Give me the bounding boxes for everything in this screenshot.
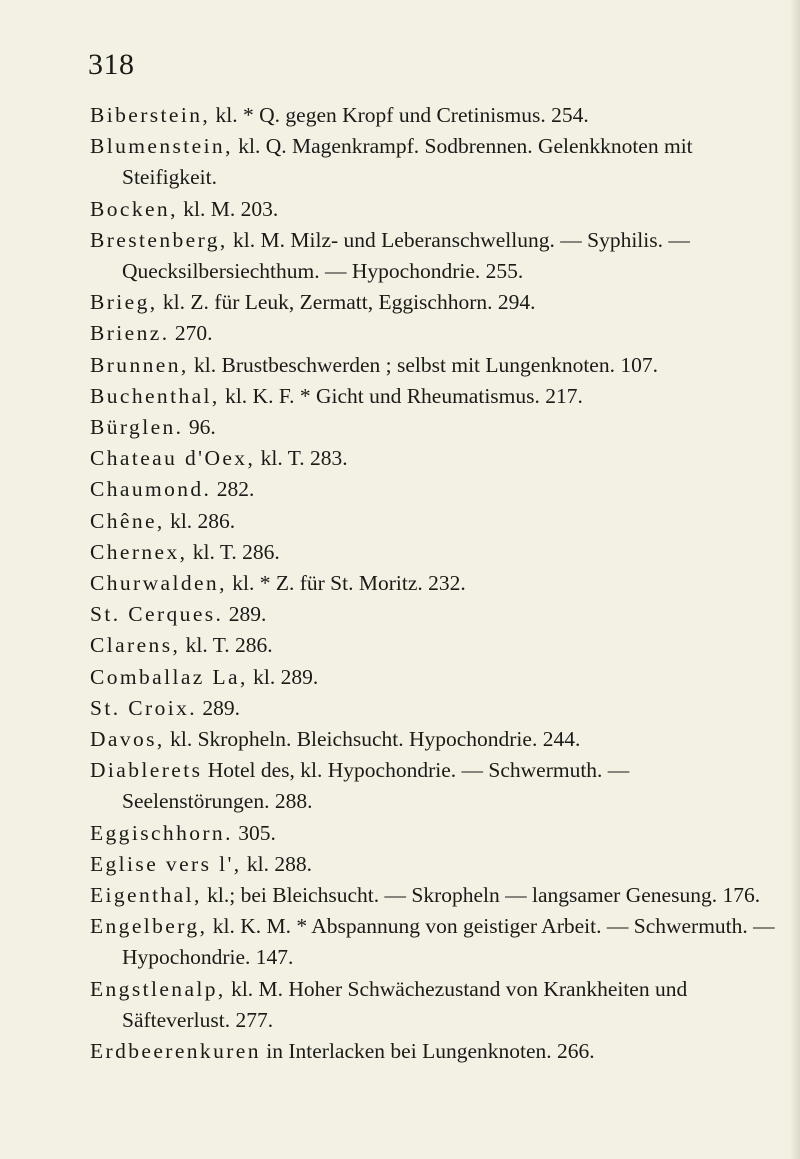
entry-headword: Chateau d'Oex, [90,446,256,471]
entry-headword: Biberstein, [90,103,211,127]
index-entry [90,287,780,318]
entry-headword: Brieg, [90,290,158,315]
entry-headword: Eigenthal, [90,883,202,908]
entry-text: 282. [211,477,255,502]
entry-headword: Bocken, [90,196,178,221]
entry-text: kl. Z. für Leuk, Zermatt, Eggischhorn. 294. [157,290,536,315]
entry-headword: Clarens, [90,633,181,658]
entry-headword: Eggischhorn. [90,820,233,845]
entry-headword: Engstlenalp, [90,976,226,1001]
index-entry [90,974,780,1036]
index-entry [90,818,780,849]
entry-text: kl. K. M. * Abspannung von geistiger Arbeit. — Schwermuth. — Hypochondrie. 147. [122,914,775,970]
entry-text: 289. [223,602,267,627]
entry-text: kl. T. 286. [187,539,280,564]
entry-headword: Chernex, [90,539,188,564]
index-entry [90,849,780,880]
page-edge-shadow [790,0,800,1159]
index-entry [90,911,780,973]
entry-text: kl. * Z. für St. Moritz. 232. [226,571,466,596]
index-entry-list [90,100,780,1067]
entry-text: in Interlacken bei Lungenknoten. 266. [260,1039,595,1064]
index-entry [90,381,780,412]
entry-text: kl.; bei Bleichsucht. — Skropheln — langsamer Genesung. 176. [201,883,761,908]
entry-text: kl. M. 203. [177,196,279,221]
entry-headword: Engelberg, [90,914,208,939]
entry-text: kl. M. Hoher Schwächezustand von Krankheiten und Säfteverlust. 277. [122,976,688,1032]
entry-headword: Brienz. [90,321,170,346]
index-entry [90,225,780,287]
entry-headword: Bürglen. [90,415,184,440]
entry-text: 289. [197,695,241,720]
entry-text: kl. * Q. gegen Kropf und Cretinismus. 254. [210,103,589,127]
entry-headword: Buchenthal, [90,383,220,408]
entry-text: 96. [183,415,216,440]
index-entry [90,318,780,349]
index-entry [90,131,780,193]
entry-headword: Davos, [90,727,165,752]
entry-headword: Chaumond. [90,477,212,502]
entry-headword: Churwalden, [90,571,227,596]
index-entry [90,474,780,505]
entry-text: Hotel des, kl. Hypochondrie. — Schwermuth. — Seelenstörungen. 288. [122,758,630,814]
index-entry [90,599,780,630]
entry-text: 305. [232,820,276,845]
entry-text: kl. 288. [241,851,313,876]
entry-text: 270. [169,321,213,346]
entry-text: kl. T. 283. [255,446,348,471]
index-entry [90,100,780,131]
index-entry [90,194,780,225]
entry-headword: Chêne, [90,508,165,533]
index-entry [90,630,780,661]
index-entry [90,568,780,599]
index-entry [90,724,780,755]
entry-headword: St. Cerques. [90,602,224,627]
index-entry [90,693,780,724]
index-entry [90,537,780,568]
entry-text: kl. 286. [164,508,236,533]
entry-text: kl. Q. Magenkrampf. Sodbrennen. Gelenkknoten mit Steifigkeit. [122,134,693,190]
entry-headword: Eglise vers l', [90,851,242,876]
index-entry [90,1036,780,1067]
entry-headword: Erdbeerenkuren [90,1039,261,1064]
entry-text: kl. 289. [247,664,319,689]
entry-headword: Blumenstein, [90,134,233,159]
entry-text: kl. Brustbeschwerden ; selbst mit Lungenknoten. 107. [188,352,658,377]
page-number: 318 [88,48,135,81]
index-entry [90,443,780,474]
index-entry [90,412,780,443]
entry-headword: Diablerets [90,758,203,783]
entry-text: kl. K. F. * Gicht und Rheumatismus. 217. [219,383,583,408]
entry-headword: Brestenberg, [90,227,228,252]
entry-text: kl. M. Milz- und Leberanschwellung. — Syphilis. — Quecksilbersiechthum. — Hypochondrie. 255. [122,227,690,284]
index-entry [90,506,780,537]
entry-text: kl. Skropheln. Bleichsucht. Hypochondrie. 244. [164,727,581,752]
index-entry [90,350,780,381]
index-entry [90,662,780,693]
entry-headword: Comballaz La, [90,664,248,689]
entry-headword: Brunnen, [90,352,189,377]
index-entry [90,880,780,911]
entry-text: kl. T. 286. [180,633,273,658]
index-entry [90,755,780,817]
entry-headword: St. Croix. [90,695,198,720]
